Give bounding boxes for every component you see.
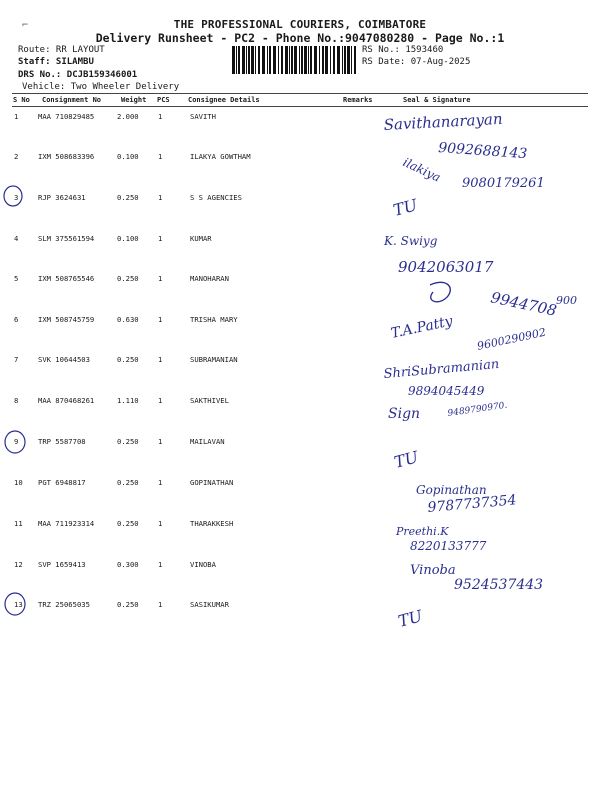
row-consignee: THARAKKESH (190, 519, 234, 528)
phone-row-2: 9080179261 (462, 176, 545, 191)
barcode-bar (232, 46, 235, 74)
row-weight: 0.250 (117, 437, 139, 446)
row-consignment: MAA 710829485 (38, 112, 95, 121)
phone-row-8: 9489790970. (447, 400, 508, 419)
row-consignment: PGT 6948817 (38, 478, 86, 487)
row-weight: 0.250 (117, 274, 139, 283)
signature-row-4: K. Swiyg (384, 234, 438, 248)
row-pcs: 1 (158, 560, 163, 569)
drs-number (18, 70, 137, 80)
barcode-bar (251, 46, 254, 74)
barcode-bar (319, 46, 320, 74)
phone-row-6: 9600290902 (475, 325, 548, 353)
col-consignment: Consignment No (42, 96, 102, 104)
barcode-bar (285, 46, 288, 74)
table-row (0, 193, 600, 205)
row-pcs: 1 (158, 112, 163, 121)
row-consignment: TRZ 25065035 (38, 600, 90, 609)
row-weight: 0.300 (117, 560, 139, 569)
row-sno: 8 (14, 396, 19, 405)
row-pcs: 1 (158, 437, 163, 446)
barcode-bar (322, 46, 324, 74)
barcode-bar (291, 46, 293, 74)
vehicle-label: Vehicle: Two Wheeler Delivery (22, 82, 180, 92)
barcode-bar (242, 46, 245, 74)
barcode-bar (255, 46, 256, 74)
barcode-bar (248, 46, 250, 74)
row-consignee: SUBRAMANIAN (190, 355, 238, 364)
row-pcs: 1 (158, 234, 163, 243)
header-top-rule (12, 93, 588, 94)
row-sno: 3 (14, 193, 19, 202)
phone-row-4: 9042063017 (398, 258, 494, 276)
signature-row-11: Preethi.K (396, 525, 449, 538)
table-row (0, 355, 600, 367)
barcode (232, 46, 356, 74)
barcode-bar (333, 46, 335, 74)
row-consignment: RJP 3624631 (38, 193, 86, 202)
barcode-bar (301, 46, 303, 74)
barcode-bar (354, 46, 356, 74)
barcode-bar (308, 46, 309, 74)
drs-value: DCJB159346001 (66, 70, 138, 80)
col-consignee: Consignee Details (188, 96, 260, 104)
barcode-bar (258, 46, 260, 74)
barcode-bar (289, 46, 290, 74)
row-sno: 1 (14, 112, 19, 121)
row-pcs: 1 (158, 478, 163, 487)
signature-row-8: Sign (388, 406, 421, 422)
table-row (0, 112, 600, 124)
row-consignment: SVK 10644503 (38, 355, 90, 364)
drs-label: DRS No.: (18, 70, 62, 80)
signature-row-2: ilakiya (400, 155, 443, 185)
row-consignee: S S AGENCIES (190, 193, 242, 202)
barcode-bar (347, 46, 350, 74)
signature-row-6: T.A.Patty (389, 313, 455, 342)
row-pcs: 1 (158, 600, 163, 609)
table-row (0, 478, 600, 490)
signature-row-9: TU (392, 447, 421, 472)
phone-row-11: 8220133777 (410, 539, 487, 553)
row-pcs: 1 (158, 519, 163, 528)
row-consignment: IXM 508745759 (38, 315, 95, 324)
table-row (0, 234, 600, 246)
row-weight: 0.250 (117, 519, 139, 528)
row-consignment: TRP 5587708 (38, 437, 86, 446)
row-pcs: 1 (158, 315, 163, 324)
row-consignment: IXM 508765546 (38, 274, 95, 283)
row-sno: 9 (14, 437, 19, 446)
row-consignee: SAKTHIVEL (190, 396, 229, 405)
header-bottom-rule (12, 106, 588, 107)
row-consignee: VINOBA (190, 560, 216, 569)
barcode-bar (325, 46, 328, 74)
barcode-bar (273, 46, 276, 74)
barcode-bar (330, 46, 331, 74)
phone-row-1: 9092688143 (437, 140, 528, 163)
row-consignee: KUMAR (190, 234, 212, 243)
row-consignee: SASIKUMAR (190, 600, 229, 609)
col-remarks: Remarks (343, 96, 373, 104)
col-pcs: PCS (157, 96, 170, 104)
row-consignee: SAVITH (190, 112, 216, 121)
signature-row-12: Vinoba (410, 563, 456, 578)
table-row (0, 396, 600, 408)
row-consignee: MANOHARAN (190, 274, 229, 283)
col-weight: Weight (121, 96, 147, 104)
row-consignment: SLM 375561594 (38, 234, 95, 243)
barcode-bar (351, 46, 352, 74)
row-sno: 4 (14, 234, 19, 243)
row-consignment: MAA 870468261 (38, 396, 95, 405)
col-sno: S No (13, 96, 30, 104)
row-pcs: 1 (158, 396, 163, 405)
barcode-bar (310, 46, 312, 74)
table-row (0, 519, 600, 531)
row-consignment: MAA 711923314 (38, 519, 95, 528)
row-sno: 13 (14, 600, 23, 609)
runsheet-title: Delivery Runsheet - PC2 - Phone No.:9047080280 - Page No.:1 (95, 31, 505, 45)
row-consignee: TRISHA MARY (190, 315, 238, 324)
phone-row-10: 9787737354 (426, 492, 518, 516)
row-sno: 6 (14, 315, 19, 324)
barcode-bar (304, 46, 307, 74)
barcode-bar (262, 46, 265, 74)
row-weight: 0.100 (117, 234, 139, 243)
row-weight: 0.250 (117, 193, 139, 202)
barcode-bar (267, 46, 268, 74)
barcode-bar (278, 46, 279, 74)
signature-row-13: TU (396, 606, 425, 631)
col-seal-signature: Seal & Signature (403, 96, 471, 104)
barcode-bar (269, 46, 271, 74)
row-sno: 5 (14, 274, 19, 283)
company-name: THE PROFESSIONAL COURIERS, COIMBATORE (173, 18, 427, 31)
barcode-bar (294, 46, 297, 74)
table-row (0, 560, 600, 572)
row-consignment: IXM 508683396 (38, 152, 95, 161)
row-sno: 10 (14, 478, 23, 487)
signature-row-7: ShriSubramanian (383, 356, 500, 382)
staff-label: Staff: SILAMBU (18, 57, 94, 67)
row-weight: 0.250 (117, 600, 139, 609)
signature-row-10: Gopinathan (416, 483, 487, 497)
table-row (0, 315, 600, 327)
barcode-bar (246, 46, 247, 74)
row-sno: 2 (14, 152, 19, 161)
barcode-bar (344, 46, 346, 74)
route-label: Route: RR LAYOUT (18, 45, 105, 55)
barcode-bar (337, 46, 340, 74)
row-weight: 0.250 (117, 355, 139, 364)
rs-date: RS Date: 07-Aug-2025 (362, 57, 471, 67)
row-pcs: 1 (158, 193, 163, 202)
row-consignee: MAILAVAN (190, 437, 225, 446)
row-weight: 2.000 (117, 112, 139, 121)
phone-row-7: 9894045449 (408, 384, 485, 398)
row-weight: 0.630 (117, 315, 139, 324)
table-row (0, 152, 600, 164)
row-weight: 1.110 (117, 396, 139, 405)
phone-row-12: 9524537443 (454, 577, 544, 593)
barcode-bar (314, 46, 317, 74)
barcode-bar (236, 46, 237, 74)
rs-number: RS No.: 1593460 (362, 45, 444, 55)
row-pcs: 1 (158, 152, 163, 161)
row-sno: 12 (14, 560, 23, 569)
signature-row-1: Savithanarayan (383, 109, 503, 134)
barcode-bar (342, 46, 343, 74)
extra-row-5: 900 (556, 294, 577, 307)
table-row (0, 274, 600, 286)
row-consignee: GOPINATHAN (190, 478, 234, 487)
table-row (0, 437, 600, 449)
row-sno: 7 (14, 355, 19, 364)
barcode-bar (281, 46, 283, 74)
row-weight: 0.250 (117, 478, 139, 487)
row-consignment: SVP 1659413 (38, 560, 86, 569)
phone-row-5: 9944708 (489, 288, 559, 320)
row-sno: 11 (14, 519, 23, 528)
signature-row-3: TU (391, 195, 420, 220)
row-pcs: 1 (158, 274, 163, 283)
row-pcs: 1 (158, 355, 163, 364)
scan-mark: ⌐ (22, 20, 29, 31)
row-weight: 0.100 (117, 152, 139, 161)
barcode-bar (299, 46, 300, 74)
row-consignee: ILAKYA GOWTHAM (190, 152, 251, 161)
barcode-bar (238, 46, 240, 74)
table-row (0, 600, 600, 612)
